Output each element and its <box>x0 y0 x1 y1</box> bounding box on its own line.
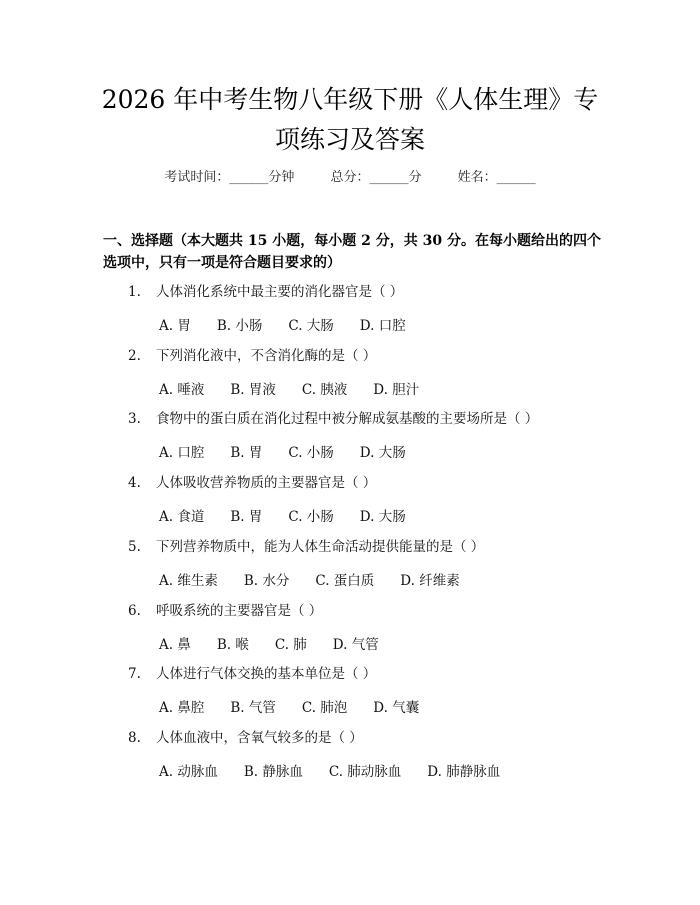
option-a[interactable]: A. 鼻 <box>159 636 191 653</box>
option-b[interactable]: B. 小肠 <box>216 318 263 334</box>
question-stem <box>128 344 376 364</box>
option-a[interactable]: A. 动脉血 <box>159 763 218 780</box>
option-a[interactable]: A. 维生素 <box>159 572 218 589</box>
question-number: 5. <box>128 538 141 555</box>
option-d[interactable]: D. 气管 <box>332 636 379 653</box>
question-item <box>0 280 700 344</box>
question-stem <box>128 535 484 555</box>
option-c[interactable]: C. 大肠 <box>288 318 334 334</box>
option-row <box>159 505 432 525</box>
exam-info-row <box>0 166 700 185</box>
question-number: 3. <box>128 411 141 428</box>
question-text: 人体消化系统中最主要的消化器官是（ ） <box>156 284 404 300</box>
question-stem <box>128 407 538 427</box>
question-stem <box>128 662 376 682</box>
option-d[interactable]: D. 肺静脉血 <box>427 763 501 780</box>
question-stem <box>128 726 363 746</box>
question-stem <box>128 599 322 619</box>
option-c[interactable]: C. 小肠 <box>288 509 334 526</box>
option-a[interactable]: A. 口腔 <box>159 445 205 462</box>
option-b[interactable]: B. 水分 <box>243 572 290 589</box>
exam-time-field: 考试时间：______分钟 <box>164 170 295 185</box>
question-number: 6. <box>128 602 141 619</box>
option-b[interactable]: B. 静脉血 <box>243 763 303 780</box>
question-text: 呼吸系统的主要器官是（ ） <box>156 602 323 619</box>
title-line-1: 2026 年中考生物八年级下册《人体生理》专 <box>101 85 599 114</box>
question-item <box>0 471 700 535</box>
option-a[interactable]: A. 胃 <box>159 318 191 334</box>
option-c[interactable]: C. 肺 <box>274 636 307 653</box>
option-b[interactable]: B. 胃 <box>230 445 263 462</box>
question-number: 4. <box>128 475 141 492</box>
option-c[interactable]: C. 蛋白质 <box>315 572 375 589</box>
option-d[interactable]: D. 大肠 <box>359 509 406 526</box>
question-number: 7. <box>128 666 141 683</box>
question-text: 人体血液中，含氧气较多的是（ ） <box>156 729 363 746</box>
option-b[interactable]: B. 气管 <box>230 700 276 717</box>
question-text: 食物中的蛋白质在消化过程中被分解成氨基酸的主要场所是（ ） <box>156 411 539 428</box>
question-stem <box>128 280 403 300</box>
question-number: 1. <box>128 284 141 300</box>
option-row <box>159 696 445 716</box>
option-b[interactable]: B. 胃液 <box>230 381 276 398</box>
option-row <box>159 378 445 398</box>
option-d[interactable]: D. 大肠 <box>359 445 406 462</box>
option-c[interactable]: C. 胰液 <box>301 381 348 398</box>
option-a[interactable]: A. 鼻腔 <box>159 700 205 717</box>
option-row <box>159 314 432 334</box>
option-d[interactable]: D. 口腔 <box>359 318 406 334</box>
option-row <box>159 760 526 780</box>
question-number: 2. <box>128 347 141 364</box>
question-item <box>0 662 700 726</box>
question-text: 人体吸收营养物质的主要器官是（ ） <box>156 475 377 492</box>
option-row <box>159 633 405 653</box>
question-text: 人体进行气体交换的基本单位是（ ） <box>156 666 377 683</box>
question-item <box>0 344 700 408</box>
section-heading: 一、选择题（本大题共 15 小题，每小题 2 分，共 30 分。在每小题给出的四个选项中，只有一项是符合题目要求的） <box>103 233 601 271</box>
option-b[interactable]: B. 胃 <box>230 509 263 526</box>
question-item <box>0 599 700 663</box>
question-number: 8. <box>128 729 141 746</box>
total-score-field: 总分：______分 <box>330 170 422 185</box>
question-stem <box>128 471 376 491</box>
option-b[interactable]: B. 喉 <box>216 636 249 653</box>
name-field: 姓名：______ <box>457 170 536 185</box>
option-c[interactable]: C. 肺泡 <box>301 700 348 717</box>
question-item <box>0 407 700 471</box>
question-item <box>0 535 700 599</box>
option-a[interactable]: A. 食道 <box>159 509 205 526</box>
option-row <box>159 441 432 461</box>
option-a[interactable]: A. 唾液 <box>159 381 205 398</box>
title-line-2: 项练习及答案 <box>274 125 425 154</box>
question-text: 下列营养物质中，能为人体生命活动提供能量的是（ ） <box>156 538 485 555</box>
document-title <box>0 80 700 160</box>
option-d[interactable]: D. 胆汁 <box>373 381 420 398</box>
option-row <box>159 569 486 589</box>
option-c[interactable]: C. 肺动脉血 <box>328 763 402 780</box>
option-d[interactable]: D. 气囊 <box>373 700 420 717</box>
option-d[interactable]: D. 纤维素 <box>400 572 460 589</box>
question-text: 下列消化液中，不含消化酶的是（ ） <box>156 347 377 364</box>
option-c[interactable]: C. 小肠 <box>288 445 334 462</box>
question-item <box>0 726 700 790</box>
